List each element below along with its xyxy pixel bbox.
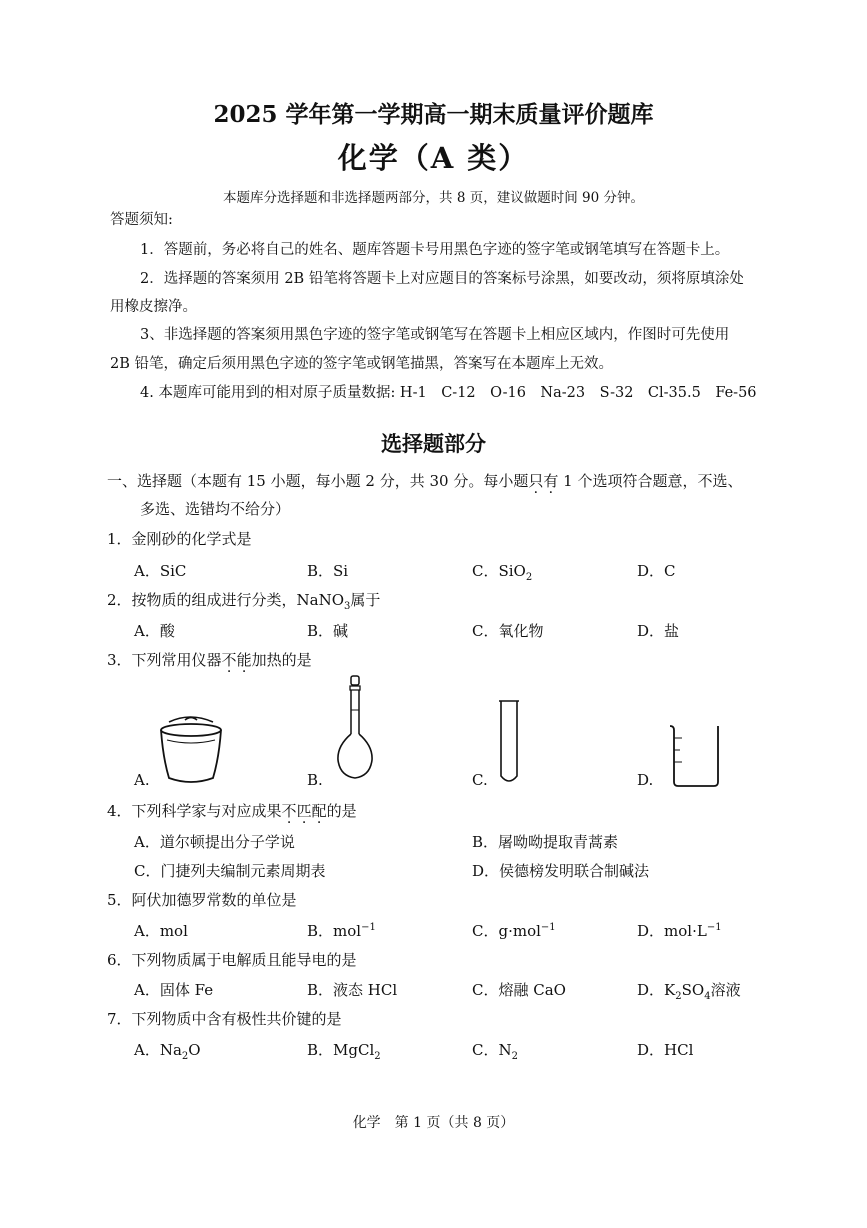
q4-option-a: A．道尔顿提出分子学说 (134, 833, 295, 851)
beaker-icon (668, 724, 722, 788)
q6-option-c: C．熔融 CaO (472, 981, 566, 999)
q5-option-c: C．g·mol$^{-1}$ (472, 922, 556, 940)
note-4-atomic-masses: 4. 本题库可能用到的相对原子质量数据: H-1 C-12 O-16 Na-23 S-32 Cl-35.5 Fe-56 (140, 385, 757, 401)
q1-option-b: B．Si (307, 562, 349, 580)
question-4-stem: 4．下列科学家与对应成果不匹配的是 (107, 802, 357, 820)
question-6-stem: 6．下列物质属于电解质且能导电的是 (107, 951, 357, 969)
question-3-stem: 3．下列常用仪器不能加热的是 (107, 651, 312, 669)
note-1: 1．答题前，务必将自己的姓名、题库答题卡号用黑色字迹的签字笔或钢笔填写在答题卡上。 (140, 242, 730, 258)
q5-option-a: A．mol (134, 922, 188, 940)
crucible-icon (155, 718, 225, 786)
question-5-stem: 5．阿伏加德罗常数的单位是 (107, 891, 297, 909)
test-tube-icon (498, 700, 520, 786)
q4-option-c: C．门捷列夫编制元素周期表 (134, 862, 326, 880)
q2-option-a: A．酸 (134, 622, 175, 640)
q5-option-b: B．mol$^{-1}$ (307, 922, 376, 940)
q6-option-a: A．固体 Fe (134, 981, 214, 999)
q1-option-a: A．SiC (134, 562, 187, 580)
page-footer: 化学 第 1 页（共 8 页） (352, 1115, 515, 1131)
note-3-line1: 3、非选择题的答案须用黑色字迹的签字笔或钢笔写在答题卡上相应区域内，作图时可先使用 (140, 327, 730, 343)
section-desc-line2: 多选、选错均不给分） (140, 500, 291, 518)
question-2-stem: 2．按物质的组成进行分类，NaNO$_3$属于 (107, 591, 381, 612)
note-2-line1: 2．选择题的答案须用 2B 铅笔将答题卡上对应题目的答案标号涂黑，如要改动，须将原填涂处 (140, 271, 744, 287)
exam-intro: 本题库分选择题和非选择题两部分，共 8 页，建议做题时间 90 分钟。 (223, 190, 644, 206)
note-3-line2: 2B 铅笔，确定后须用黑色字迹的签字笔或钢笔描黑，答案写在本题库上无效。 (110, 356, 613, 372)
subject-title: 化学（A 类） (337, 141, 530, 175)
q7-option-d: D．HCl (637, 1041, 694, 1059)
notes-heading: 答题须知: (110, 212, 173, 228)
q7-option-a: A．$Na_2O$ (134, 1041, 201, 1062)
section-title: 选择题部分 (381, 431, 486, 456)
question-1-stem: 1．金刚砂的化学式是 (107, 530, 252, 548)
q1-option-c: C．SiO$_2$ (472, 562, 533, 583)
q6-option-b: B．液态 HCl (307, 981, 398, 999)
q2-option-b: B．碱 (307, 622, 349, 640)
note-2-line2: 用橡皮擦净。 (110, 299, 197, 315)
q6-option-d: D．$K_2SO_4$溶液 (637, 981, 741, 1002)
q2-option-c: C．氧化物 (472, 622, 544, 640)
q5-option-d: D．$mol\cdot L^{-1}$ (637, 922, 722, 940)
q4-option-d: D．侯德榜发明联合制碱法 (472, 862, 650, 880)
q3-option-c: C. (472, 771, 488, 789)
q3-option-a: A. (134, 771, 150, 789)
q4-option-b: B．屠呦呦提取青蒿素 (472, 833, 619, 851)
q7-option-b: B．MgCl$_2$ (307, 1041, 381, 1062)
q3-option-b: B. (307, 771, 323, 789)
q7-option-c: C．$N_2$ (472, 1041, 518, 1062)
section-desc-line1: 一、选择题（本题有 15 小题，每小题 2 分，共 30 分。每小题只有 1 个选项符合题意，不选、 (107, 472, 743, 490)
q1-option-d: D．C (637, 562, 676, 580)
q3-option-d: D. (637, 771, 654, 789)
exam-title: 2025 学年第一学期高一期末质量评价题库 (213, 101, 654, 128)
volumetric-flask-icon (335, 676, 379, 782)
question-7-stem: 7．下列物质中含有极性共价键的是 (107, 1010, 342, 1028)
q2-option-d: D．盐 (637, 622, 680, 640)
